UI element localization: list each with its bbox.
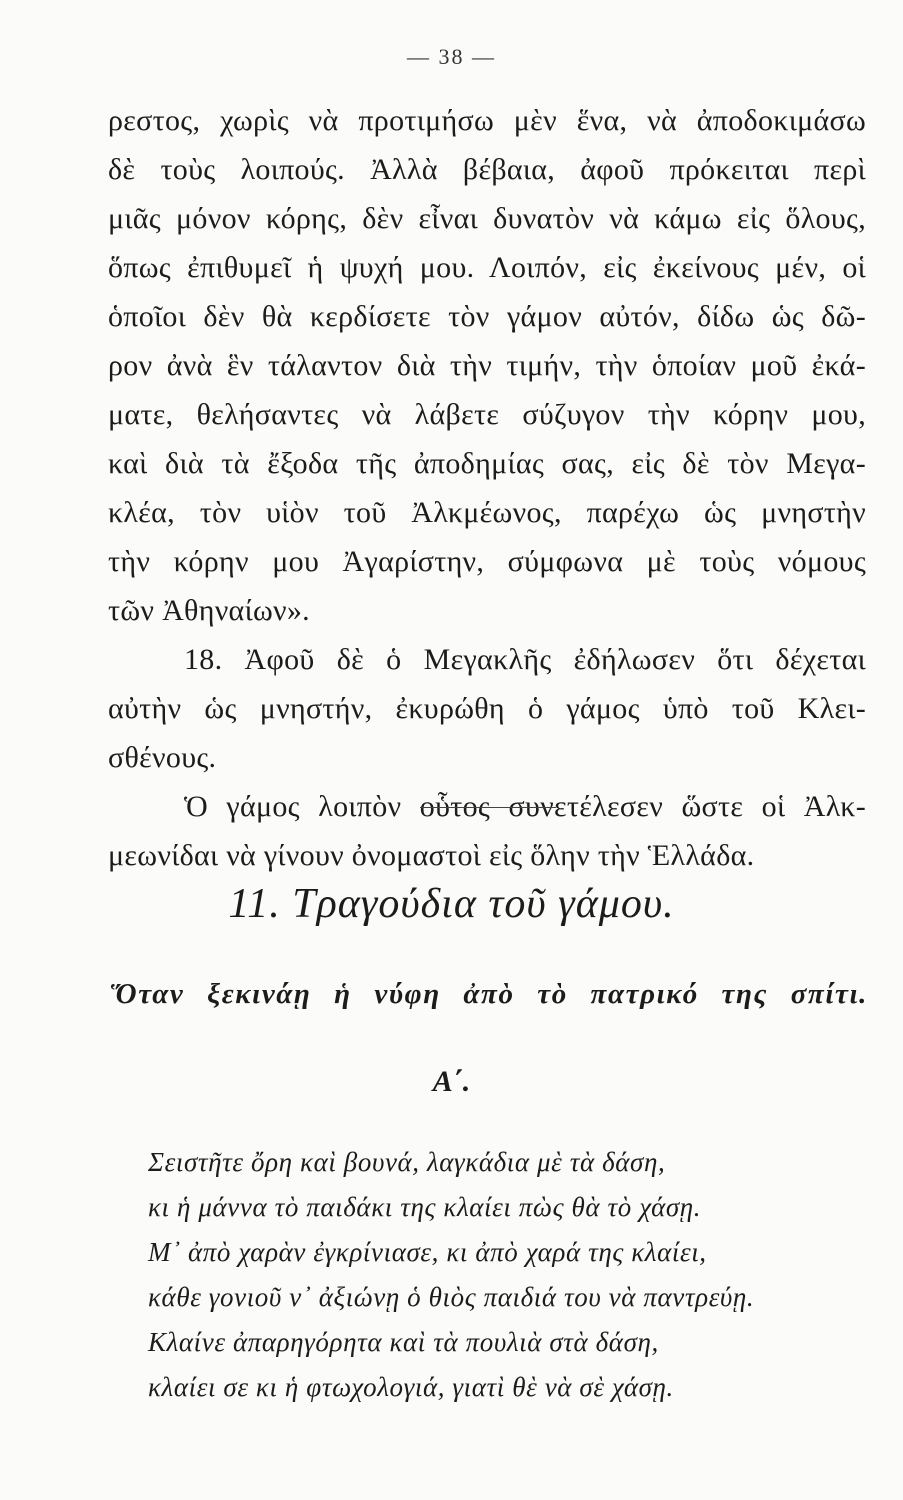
- text-line: ὁποῖοι δὲν θὰ κερδίσετε τὸν γάμον αὐτόν, δίδω ὡς δῶ-: [108, 300, 866, 333]
- text-line: σθένους.: [108, 741, 217, 774]
- poem-line: κλαίει σε κι ἡ φτωχολογιά, γιατὶ θὲ νὰ σὲ χάσῃ.: [148, 1372, 674, 1402]
- body-text: [108, 96, 866, 880]
- poem-line: κι ἡ μάννα τὸ παιδάκι της κλαίει πὼς θὰ τὸ χάσῃ.: [148, 1192, 702, 1222]
- poem: [148, 1140, 888, 1410]
- text-line: τῶν Ἀθηναίων».: [108, 594, 310, 627]
- poem-line: κάθε γονιοῦ ν᾽ ἀξιώνῃ ὁ θιὸς παιδιά του νὰ παντρεύῃ.: [148, 1282, 755, 1312]
- page-number: — 38 —: [407, 44, 496, 69]
- poem-line: Κλαίνε ἀπαρηγόρητα καὶ τὰ πουλιὰ στὰ δάση,: [148, 1327, 659, 1357]
- poem-line: Μ᾽ ἀπὸ χαρὰν ἐγκρίνιασε, κι ἀπὸ χαρά της κλαίει,: [148, 1237, 707, 1267]
- text-line: τὴν κόρην μου Ἀγαρίστην, σύμφωνα μὲ τοὺς νόμους: [108, 545, 866, 578]
- chapter-subtitle: Ὅταν ξεκινάῃ ἡ νύφη ἀπὸ τὸ πατρικό της σπίτι.: [110, 978, 868, 1010]
- text-line: ρεστος, χωρὶς νὰ προτιμήσω μὲν ἕνα, νὰ ἀποδοκιμάσω: [108, 104, 866, 137]
- text-line: 18. Ἀφοῦ δὲ ὁ Μεγακλῆς ἐδήλωσεν ὅτι δέχεται: [184, 643, 866, 676]
- section-divider: [420, 807, 556, 808]
- text-line: ὅπως ἐπιθυμεῖ ἡ ψυχή μου. Λοιπόν, εἰς ἐκείνους μέν, οἱ: [108, 251, 866, 284]
- text-line: μιᾶς μόνον κόρης, δὲν εἶναι δυνατὸν νὰ κάμω εἰς ὅλους,: [108, 202, 866, 235]
- poem-line: Σειστῆτε ὄρη καὶ βουνά, λαγκάδια μὲ τὰ δάση,: [148, 1147, 666, 1177]
- chapter-title: 11. Τραγούδια τοῦ γάμου.: [228, 881, 675, 927]
- text-line: καὶ διὰ τὰ ἔξοδα τῆς ἀποδημίας σας, εἰς δὲ τὸν Μεγα-: [108, 447, 866, 480]
- text-line: Ὁ γάμος λοιπὸν οὗτος συνετέλεσεν ὥστε οἱ Ἀλκ-: [184, 790, 866, 823]
- text-line: μεωνίδαι νὰ γίνουν ὀνομαστοὶ εἰς ὅλην τὴν Ἑλλάδα.: [108, 839, 755, 872]
- text-line: ρον ἀνὰ ἓν τάλαντον διὰ τὴν τιμήν, τὴν ὁποίαν μοῦ ἐκά-: [108, 349, 866, 382]
- text-line: δὲ τοὺς λοιπούς. Ἀλλὰ βέβαια, ἀφοῦ πρόκειται περὶ: [108, 153, 866, 186]
- section-label: Α΄.: [432, 1065, 471, 1098]
- text-line: ματε, θελήσαντες νὰ λάβετε σύζυγον τὴν κόρην μου,: [108, 398, 866, 431]
- text-line: αὐτὴν ὡς μνηστήν, ἐκυρώθη ὁ γάμος ὑπὸ τοῦ Κλει-: [108, 692, 866, 725]
- text-line: κλέα, τὸν υἱὸν τοῦ Ἀλκμέωνος, παρέχω ὡς μνηστὴν: [108, 496, 866, 529]
